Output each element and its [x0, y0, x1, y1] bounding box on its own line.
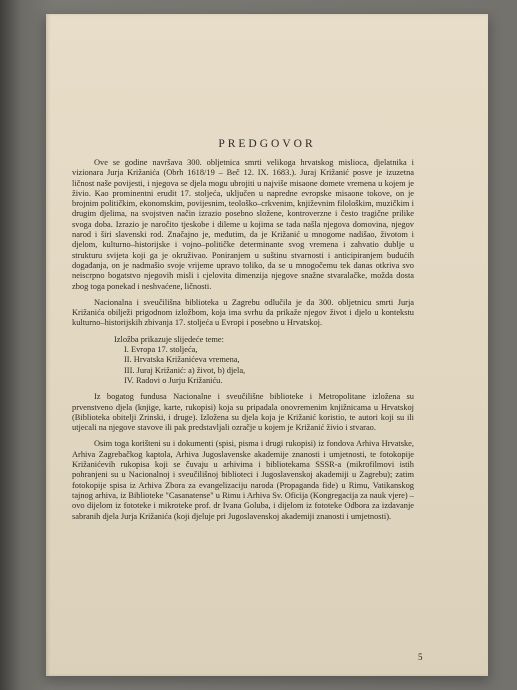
- themes-list: [72, 335, 414, 386]
- themes-list-item: III. Juraj Križanić: a) život, b) djela,: [124, 365, 246, 375]
- themes-list-item: II. Hrvatska Križanićeva vremena,: [124, 355, 240, 365]
- themes-list-intro: Izložba prikazuje slijedeće teme:: [114, 334, 224, 344]
- page-body: [72, 158, 414, 528]
- paragraph-1: Ove se godine navršava 300. obljetnica smrti velikoga hrvatskog mislioca, djelatnika i vizionara Jurja Križanića (Obrh 1618/19 – Beč 12. IX. 1683.). Juraj Križanić posve je izuzetna ličnost naše povijesti, i njegova se djela mogu ubrojiti u najviše misaone domete vremena u kojem je živio. Kao prominentni erudit 17. stoljeća, uključen u napredne evropske misaone tokove, on je brojnim političkim, ekonomskim, povijesnim, teološko–crkvenim, književnim filološkim, muzičkim i drugim djelima, na svojstven način izrazio posebno složene, kontroverzne i često tragične prilike svoga doba. Izrazio je naročito tjeskobe i dileme u kojima se tada našla njegova domovina, njegov narod i širi slavenski rod. Značajno je, međutim, da je Križanić u mnogome nadišao, životom i djelom, kulturno–historijske i vojno–političke determinante svog vremena i zahvatio dublje u strukturu svijeta koji ga je okruživao. Poniranjem u suštinu stvarnosti i anticipiranjem budućih događanja, on je nadmašio svoje vrijeme upravo toliko, da se u mnogočemu tek danas otkriva svo neiscrpno bogatstvo njegovih misli i cjelovita dimenzija njegove snažne stvaralačke, možda dosta zbog toga ponekad i neshvaćene, ličnosti.: [72, 158, 414, 291]
- page-number: 5: [418, 652, 423, 662]
- themes-list-item: I. Evropa 17. stoljeća,: [124, 345, 198, 355]
- paragraph-4: Osim toga korišteni su i dokumenti (spisi, pisma i drugi rukopisi) iz fondova Arhiva Hrvatske, Arhiva Zagrebačkog kaptola, Arhiva Jugoslavenske akademije znanosti i umjetnosti, te fotokopije Križanićevih rukopisa koji se čuvaju u arhivima i bibliotekama SSSR-a (mikrofilmovi istih pohranjeni su u Nacionalnoj i sveučilišnoj biblioteci i Jugoslavenskoj akademiji u Zagrebu); zatim fotokopije spisa iz Arhiva Zbora za evangelizaciju naroda (Propaganda fide) u Rimu, Vatikanskog tajnog arhiva, iz Biblioteke "Casanatense" u Rimu i Arhiva Sv. Oficija (Kongregacija za nauk vjere) – ovo dijelom iz fototeke i mikroteke prof. dr Ivana Goluba, i dijelom iz fototeke Odbora za izdavanje sabranih djela Jurja Križanića (koji djeluje pri Jugoslavenskoj akademiji znanosti i umjetnosti).: [72, 439, 414, 521]
- themes-list-item: IV. Radovi o Jurju Križaniću.: [124, 375, 223, 385]
- paragraph-2: Nacionalna i sveučilišna biblioteka u Zagrebu odlučila je da 300. obljetnicu smrti Jurja Križanića obilježi prigodnom izložbom, koja ima svrhu da prikaže njegov život i djelo u kontekstu kulturno–historijskih zbivanja 17. stoljeća u Evropi i posebno u Hrvatskoj.: [72, 297, 414, 328]
- page-heading: PREDGOVOR: [218, 138, 316, 150]
- paragraph-3: Iz bogatog fundusa Nacionalne i sveučilišne biblioteke i Metropolitane izložena su prvenstveno djela (knjige, karte, rukopisi) koja su pripadala onovremenim knjižnicama u Hrvatskoj (Biblioteka obitelji Zrinski, i druge). Izložena su djela koja je Križanić koristio, te autori koji su ili utjecali na njegove stavove ili pak predstavljali ozračje u kojem je Križanić živio i stvarao.: [72, 392, 414, 433]
